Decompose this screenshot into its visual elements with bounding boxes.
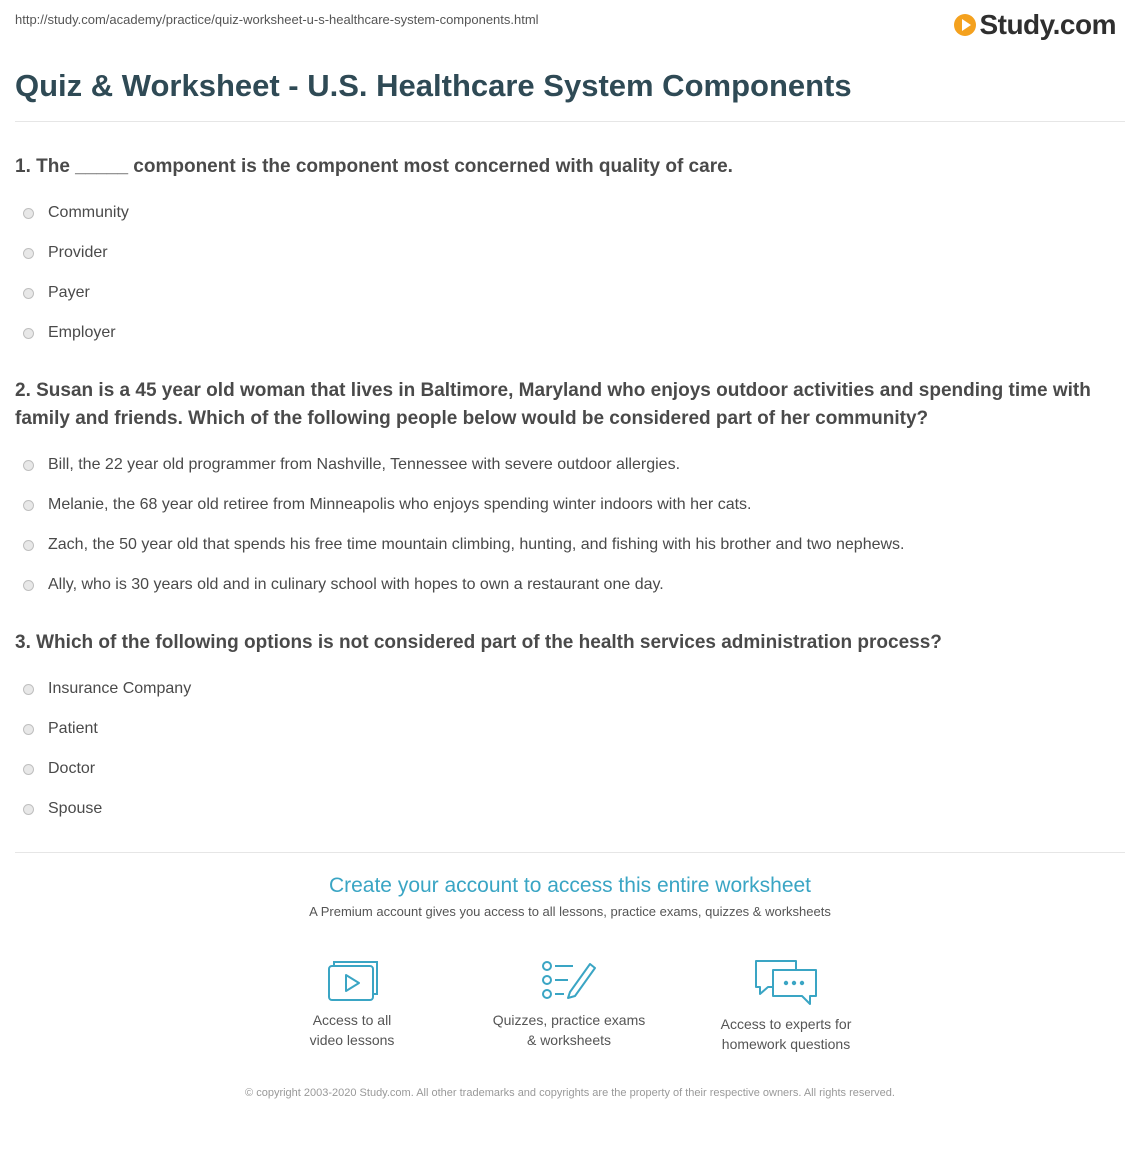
question-1 [15,153,1120,353]
answer-label: Provider [48,244,108,261]
answer-label: Doctor [48,760,96,777]
top-bar [15,10,1116,40]
radio-button[interactable] [23,208,34,219]
answer-option[interactable] [15,445,1120,485]
radio-button[interactable] [23,248,34,259]
logo-text: Study.com [979,9,1116,40]
page-url: http://study.com/academy/practice/quiz-worksheet-u-s-healthcare-system-components.html [15,12,539,27]
quiz-checklist-icon [540,958,598,1002]
answer-label: Zach, the 50 year old that spends his free time mountain climbing, hunting, and fishing with his brother and two nephews. [48,536,905,553]
feature-experts [696,958,876,1054]
radio-button[interactable] [23,328,34,339]
radio-button[interactable] [23,500,34,511]
question-2 [15,377,1120,605]
cta-title-link[interactable]: Create your account to access this entire worksheet [328,874,812,897]
answer-option[interactable] [15,749,1120,789]
radio-button[interactable] [23,460,34,471]
radio-button[interactable] [23,684,34,695]
radio-button[interactable] [23,540,34,551]
answer-option[interactable] [15,669,1120,709]
play-circle-icon [954,14,976,36]
radio-button[interactable] [23,724,34,735]
answer-label: Ally, who is 30 years old and in culinary school with hopes to own a restaurant one day. [48,576,664,593]
answer-option[interactable] [15,565,1120,605]
question-text: 3. Which of the following options is not considered part of the health services administration process? [15,632,942,653]
feature-label: Access to all video lessons [309,1012,395,1048]
answer-label: Insurance Company [48,680,192,697]
answer-label: Payer [48,284,90,301]
premium-features [0,958,1140,1068]
feature-label: Access to experts for homework questions [720,1016,852,1052]
answer-option[interactable] [15,485,1120,525]
premium-cta [0,874,1140,919]
page-title: Quiz & Worksheet - U.S. Healthcare System Components [15,68,852,103]
answer-label: Employer [48,324,116,341]
question-text: 1. The _____ component is the component most concerned with quality of care. [15,156,733,177]
answer-label: Melanie, the 68 year old retiree from Minneapolis who enjoys spending winter indoors with her cats. [48,496,752,513]
answer-option[interactable] [15,193,1120,233]
answer-label: Bill, the 22 year old programmer from Nashville, Tennessee with severe outdoor allergies. [48,456,681,473]
question-text: 2. Susan is a 45 year old woman that lives in Baltimore, Maryland who enjoys outdoor activities and spending time with family and friends. Which of the following people below would be considered part of her community? [15,380,1091,429]
answer-label: Community [48,204,129,221]
title-divider [15,121,1125,122]
answer-option[interactable] [15,273,1120,313]
answer-option[interactable] [15,789,1120,829]
study-logo[interactable] [954,10,1116,40]
feature-quizzes [479,958,659,1050]
radio-button[interactable] [23,764,34,775]
radio-button[interactable] [23,804,34,815]
feature-label: Quizzes, practice exams & worksheets [492,1012,646,1048]
answer-label: Patient [48,720,98,737]
cta-divider [15,852,1125,853]
radio-button[interactable] [23,288,34,299]
chat-bubbles-icon [753,958,819,1006]
answer-option[interactable] [15,313,1120,353]
copyright-footer: © copyright 2003-2020 Study.com. All other trademarks and copyrights are the property of their respective owners. All rights reserved. [245,1087,895,1099]
video-lesson-icon [326,958,378,1002]
radio-button[interactable] [23,580,34,591]
answer-option[interactable] [15,525,1120,565]
answer-option[interactable] [15,233,1120,273]
cta-subtitle: A Premium account gives you access to all lessons, practice exams, quizzes & worksheets [309,904,831,919]
answer-label: Spouse [48,800,103,817]
feature-video-lessons [262,958,442,1050]
question-3 [15,629,1120,829]
answer-option[interactable] [15,709,1120,749]
